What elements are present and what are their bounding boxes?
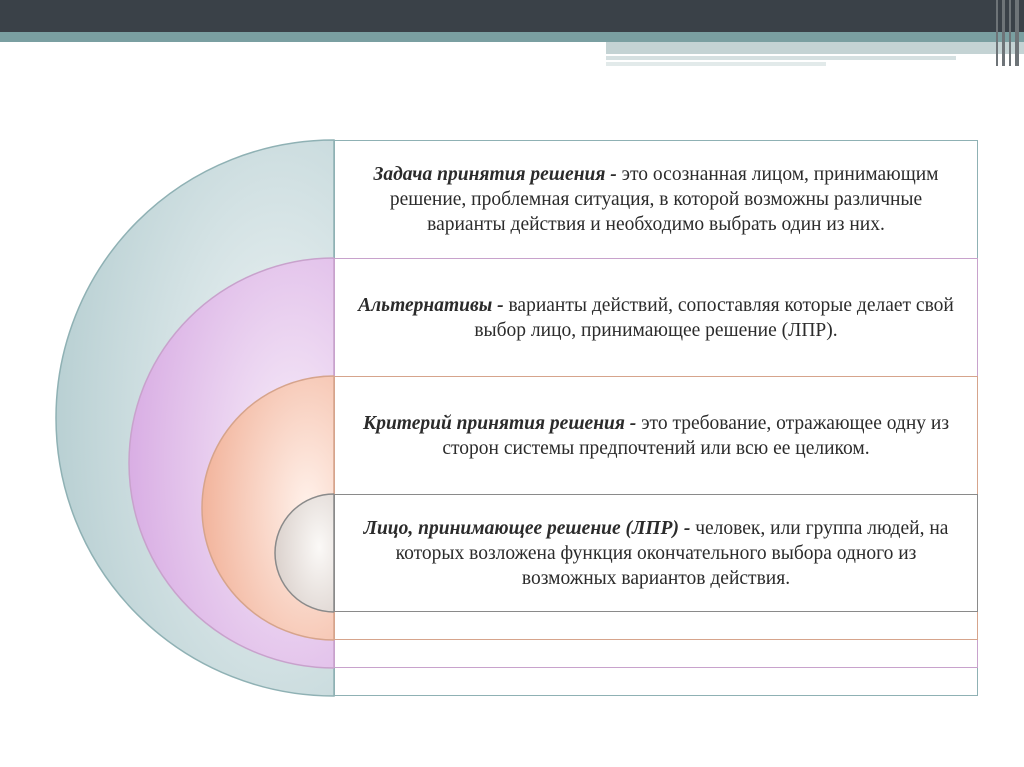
definition-text: варианты действий, сопоставляя которые делает свой выбор лицо, принимающее решение (ЛПР). xyxy=(474,294,954,341)
empty-row xyxy=(334,668,978,696)
definition-row-decision-maker xyxy=(334,494,978,612)
definition-text: это требование, отражающее одну из сторон системы предпочтений или всю ее целиком. xyxy=(442,412,950,459)
term-label: Альтернативы - xyxy=(358,294,504,316)
empty-row xyxy=(334,612,978,640)
definition-text: это осознанная лицом, принимающим решение, проблемная ситуация, в которой возможны различные варианты действия и необходимо выбрать один из них. xyxy=(389,164,939,235)
term-label: Задача принятия решения - xyxy=(373,164,617,185)
definition-text: человек, или группа людей, на которых возложена функция окончательного выбора одного из возможных вариантов действия. xyxy=(395,517,949,589)
definition-row-task xyxy=(334,140,978,258)
definition-row-alternatives xyxy=(334,258,978,376)
term-label: Лицо, принимающее решение (ЛПР) - xyxy=(363,517,691,539)
definition-row-criterion xyxy=(334,376,978,494)
empty-row xyxy=(334,640,978,668)
term-label: Критерий принятия решения - xyxy=(362,412,637,434)
